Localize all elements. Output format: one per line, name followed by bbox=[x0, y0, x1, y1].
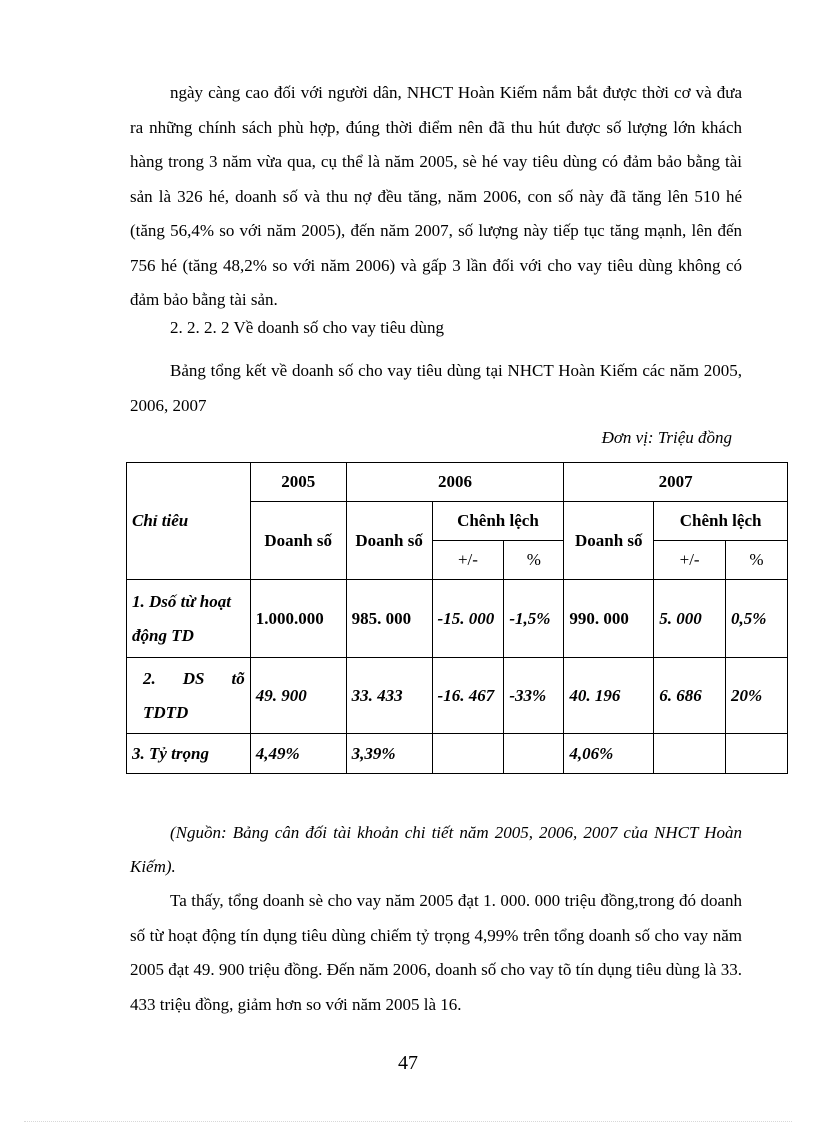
cell-2005-revenue: 49. 900 bbox=[250, 658, 346, 734]
cell-2005-revenue: 1.000.000 bbox=[250, 580, 346, 658]
cell-2006-revenue: 33. 433 bbox=[346, 658, 432, 734]
paragraph-intro: ngày càng cao đối với người dân, NHCT Hoàn Kiếm nắm bắt được thời cơ và đưa ra những chính sách phù hợp, đúng thời điểm nên đã thu hút được số lượng lớn khách hàng trong 3 năm vừa qua, cụ thể là năm 2005, sè hé vay tiêu dùng có đảm bảo bằng tài sản là 326 hé, doanh số và thu nợ đều tăng, năm 2006, con số này đã tăng lên 510 hé (tăng 56,4% so với năm 2005), đến năm 2007, số lượng này tiếp tục tăng mạnh, lên đến 756 hé (tăng 48,2% so với năm 2006) và gấp 3 lần đối với cho vay tiêu dùng không có đảm bảo bằng tài sản. bbox=[130, 83, 742, 309]
cell-2007-diff bbox=[654, 734, 726, 774]
unit-note: Đơn vị: Triệu đồng bbox=[601, 428, 732, 447]
header-revenue-2006: Doanh số bbox=[346, 502, 432, 580]
header-plus-minus-2006: +/- bbox=[432, 541, 504, 580]
header-revenue-2005: Doanh số bbox=[250, 502, 346, 580]
table-row bbox=[127, 580, 788, 658]
row-label: 2. DS tõ TDTD bbox=[127, 658, 251, 734]
cell-2006-diff: -15. 000 bbox=[432, 580, 504, 658]
header-year-2006: 2006 bbox=[346, 463, 564, 502]
header-percent-2006: % bbox=[504, 541, 564, 580]
cell-2007-pct bbox=[726, 734, 788, 774]
header-difference-2006: Chênh lệch bbox=[432, 502, 564, 541]
table-header-row bbox=[127, 463, 788, 502]
cell-2005-revenue: 4,49% bbox=[250, 734, 346, 774]
row-label: 3. Tỷ trọng bbox=[127, 734, 251, 774]
cell-2006-pct: -33% bbox=[504, 658, 564, 734]
header-percent-2007: % bbox=[726, 541, 788, 580]
header-difference-2007: Chênh lệch bbox=[654, 502, 788, 541]
revenue-table bbox=[126, 462, 788, 774]
cell-2007-pct: 20% bbox=[726, 658, 788, 734]
page-bottom-border bbox=[24, 1121, 792, 1122]
table-row bbox=[127, 734, 788, 774]
header-year-2007: 2007 bbox=[564, 463, 788, 502]
header-revenue-2007: Doanh số bbox=[564, 502, 654, 580]
page-number: 47 bbox=[398, 1052, 418, 1074]
table-row bbox=[127, 658, 788, 734]
header-indicator: Chỉ tiêu bbox=[127, 463, 251, 580]
paragraph-table-intro: Bảng tổng kết về doanh số cho vay tiêu dùng tại NHCT Hoàn Kiếm các năm 2005, 2006, 2007 bbox=[130, 361, 742, 415]
paragraph-analysis: Ta thấy, tổng doanh sè cho vay năm 2005 đạt 1. 000. 000 triệu đồng,trong đó doanh số từ hoạt động tín dụng tiêu dùng chiếm tỷ trọng 4,99% trên tổng doanh số cho vay năm 2005 đạt 49. 900 triệu đồng. Đến năm 2006, doanh số cho vay tõ tín dụng tiêu dùng là 33. 433 triệu đồng, giảm hơn so với năm 2005 là 16. bbox=[130, 891, 742, 1014]
cell-2007-revenue: 990. 000 bbox=[564, 580, 654, 658]
cell-2006-revenue: 985. 000 bbox=[346, 580, 432, 658]
cell-2007-diff: 6. 686 bbox=[654, 658, 726, 734]
cell-2007-revenue: 4,06% bbox=[564, 734, 654, 774]
row-label: 1. Dsố từ hoạt động TD bbox=[127, 580, 251, 658]
cell-2007-pct: 0,5% bbox=[726, 580, 788, 658]
cell-2006-pct: -1,5% bbox=[504, 580, 564, 658]
header-year-2005: 2005 bbox=[250, 463, 346, 502]
cell-2006-diff: -16. 467 bbox=[432, 658, 504, 734]
cell-2006-diff bbox=[432, 734, 504, 774]
cell-2007-diff: 5. 000 bbox=[654, 580, 726, 658]
section-heading: 2. 2. 2. 2 Về doanh số cho vay tiêu dùng bbox=[170, 318, 445, 337]
cell-2006-pct bbox=[504, 734, 564, 774]
header-plus-minus-2007: +/- bbox=[654, 541, 726, 580]
source-note: (Nguồn: Bảng cân đối tài khoản chi tiết năm 2005, 2006, 2007 của NHCT Hoàn Kiếm). bbox=[130, 823, 742, 876]
cell-2006-revenue: 3,39% bbox=[346, 734, 432, 774]
cell-2007-revenue: 40. 196 bbox=[564, 658, 654, 734]
